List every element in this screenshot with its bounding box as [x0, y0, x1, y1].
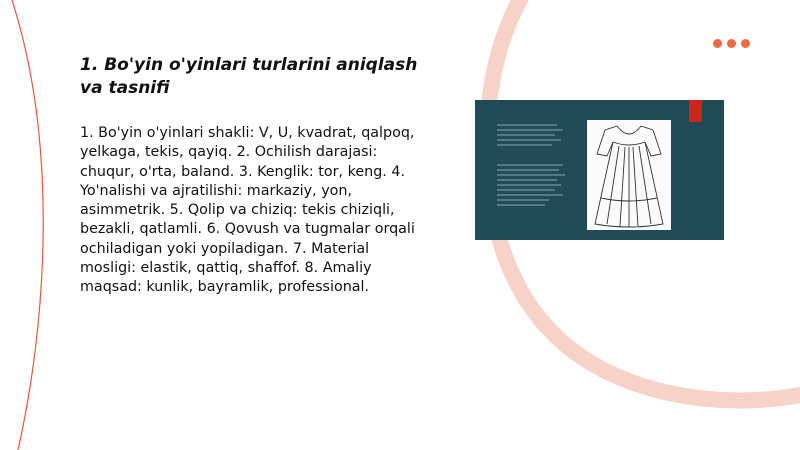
thumb-text-lines — [497, 124, 567, 209]
accent-dot — [713, 39, 722, 48]
accent-dot — [727, 39, 736, 48]
slide-title: 1. Bo'yin o'yinlari turlarini aniqlash va tasnifi — [80, 55, 418, 98]
slide-preview-image — [475, 100, 724, 240]
slide-body-text: 1. Bo'yin o'yinlari shakli: V, U, kvadrat, qalpoq, yelkaga, tekis, qayiq. 2. Ochilish darajasi: chuqur, o'rta, baland. 3. Kenglik: tor, keng. 4. Yo'nalishi va ajratilishi: markaziy, yon, asimmetrik. 5. Qolip va chiziq: tekis chiziqli, bezakli, qatlamli. 6. Qovush va tugmalar orqali ochiladigan yoki yopiladigan. 7. Material mosligi: elastik, qattiq, shaffof. 8. Amaliy maqsad: kunlik, bayramlik, professional. — [80, 125, 415, 296]
accent-dots — [713, 39, 750, 48]
accent-dot — [741, 39, 750, 48]
dress-sketch-card — [587, 120, 671, 230]
slide-corner-tab — [689, 100, 702, 122]
dress-sketch-icon — [587, 120, 671, 230]
